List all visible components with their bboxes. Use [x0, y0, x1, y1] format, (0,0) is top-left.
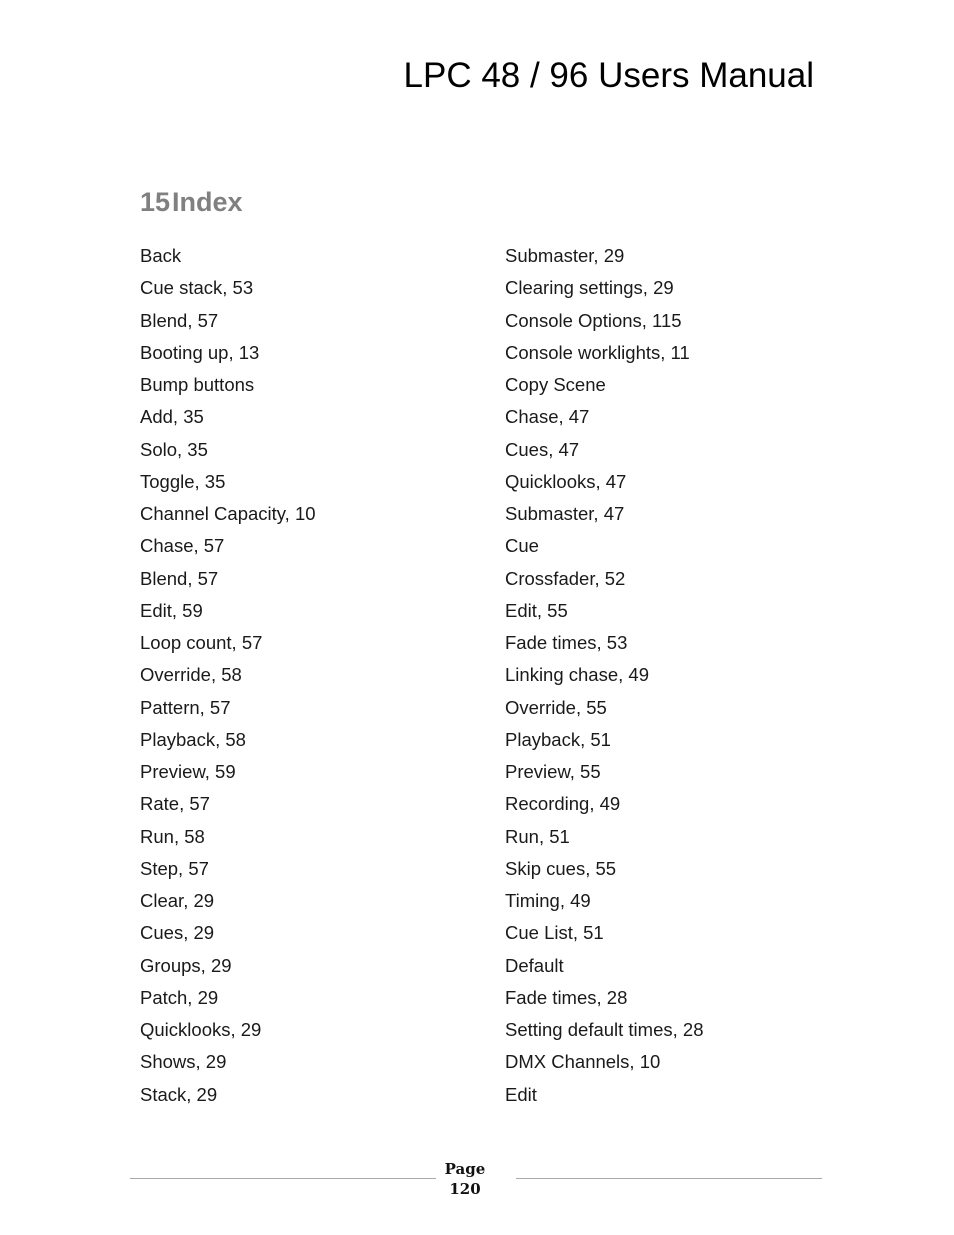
index-entry: Add, 35 — [140, 406, 204, 428]
section-number: 15 — [140, 187, 171, 217]
index-entry: Cues, 47 — [505, 438, 580, 460]
index-entry: Override, 55 — [505, 696, 607, 718]
index-entry: Crossfader, 52 — [505, 567, 626, 589]
index-entry: Cue List, 51 — [505, 922, 604, 944]
index-entry: Step, 57 — [140, 857, 209, 879]
index-entry: Copy Scene — [505, 374, 606, 395]
index-entry: Run, 51 — [505, 825, 570, 847]
index-entry: Override, 58 — [140, 664, 242, 686]
index-entry: Console Options, 115 — [505, 309, 682, 331]
index-entry: Run, 58 — [140, 825, 205, 847]
footer-divider-right — [516, 1178, 822, 1179]
index-entry: Edit, 55 — [505, 599, 568, 621]
index-entry: Submaster, 47 — [505, 503, 625, 524]
index-entry: Stack, 29 — [140, 1083, 218, 1105]
index-entry: Skip cues, 55 — [505, 857, 617, 879]
index-entry: Channel Capacity, 10 — [140, 503, 316, 524]
section-title: Index — [172, 187, 243, 217]
index-entry: Solo, 35 — [140, 438, 208, 460]
index-entry: Patch, 29 — [140, 986, 219, 1008]
document-header-title: LPC 48 / 96 Users Manual — [403, 56, 814, 95]
page-number: 120 — [449, 1180, 481, 1198]
index-entry: Loop count, 57 — [140, 632, 263, 653]
index-entry: Quicklooks, 29 — [140, 1019, 262, 1040]
index-entry: Preview, 59 — [140, 761, 236, 782]
index-entry: Pattern, 57 — [140, 696, 231, 718]
section-heading — [140, 185, 243, 219]
index-entry: Shows, 29 — [140, 1051, 227, 1073]
footer-divider-left — [130, 1178, 436, 1179]
index-entry: Chase, 57 — [140, 535, 225, 557]
index-entry: Cue stack, 53 — [140, 277, 254, 299]
index-entry: Preview, 55 — [505, 761, 601, 782]
index-entry: DMX Channels, 10 — [505, 1051, 661, 1073]
page-number-label — [436, 1159, 494, 1199]
index-entry: Fade times, 53 — [505, 632, 628, 653]
index-entry: Clear, 29 — [140, 890, 215, 911]
index-entry: Cue — [505, 535, 539, 557]
index-entry: Recording, 49 — [505, 793, 621, 815]
index-entry: Toggle, 35 — [140, 470, 226, 492]
index-entry: Booting up, 13 — [140, 341, 260, 363]
index-entry: Blend, 57 — [140, 567, 219, 589]
index-entry: Fade times, 28 — [505, 986, 628, 1008]
index-entry: Edit — [505, 1083, 537, 1105]
index-entry: Setting default times, 28 — [505, 1019, 704, 1040]
index-entry: Playback, 58 — [140, 728, 246, 750]
index-entry: Console worklights, 11 — [505, 341, 690, 363]
index-entry: Back — [140, 245, 182, 266]
index-entry: Groups, 29 — [140, 954, 232, 976]
index-entry: Bump buttons — [140, 374, 255, 395]
index-column-left — [140, 240, 480, 1111]
index-entry: Cues, 29 — [140, 922, 215, 944]
index-entry: Playback, 51 — [505, 728, 611, 750]
index-entry: Blend, 57 — [140, 309, 219, 331]
index-entry: Timing, 49 — [505, 890, 591, 911]
index-entry: Clearing settings, 29 — [505, 277, 674, 299]
index-column-right — [505, 240, 845, 1111]
index-entry: Edit, 59 — [140, 599, 203, 621]
index-entry: Quicklooks, 47 — [505, 470, 627, 492]
index-entry: Rate, 57 — [140, 793, 210, 815]
index-entry: Chase, 47 — [505, 406, 590, 428]
page-label-text: Page — [444, 1160, 486, 1178]
index-entry: Default — [505, 954, 564, 976]
index-entry: Linking chase, 49 — [505, 664, 649, 686]
index-entry: Submaster, 29 — [505, 245, 625, 266]
